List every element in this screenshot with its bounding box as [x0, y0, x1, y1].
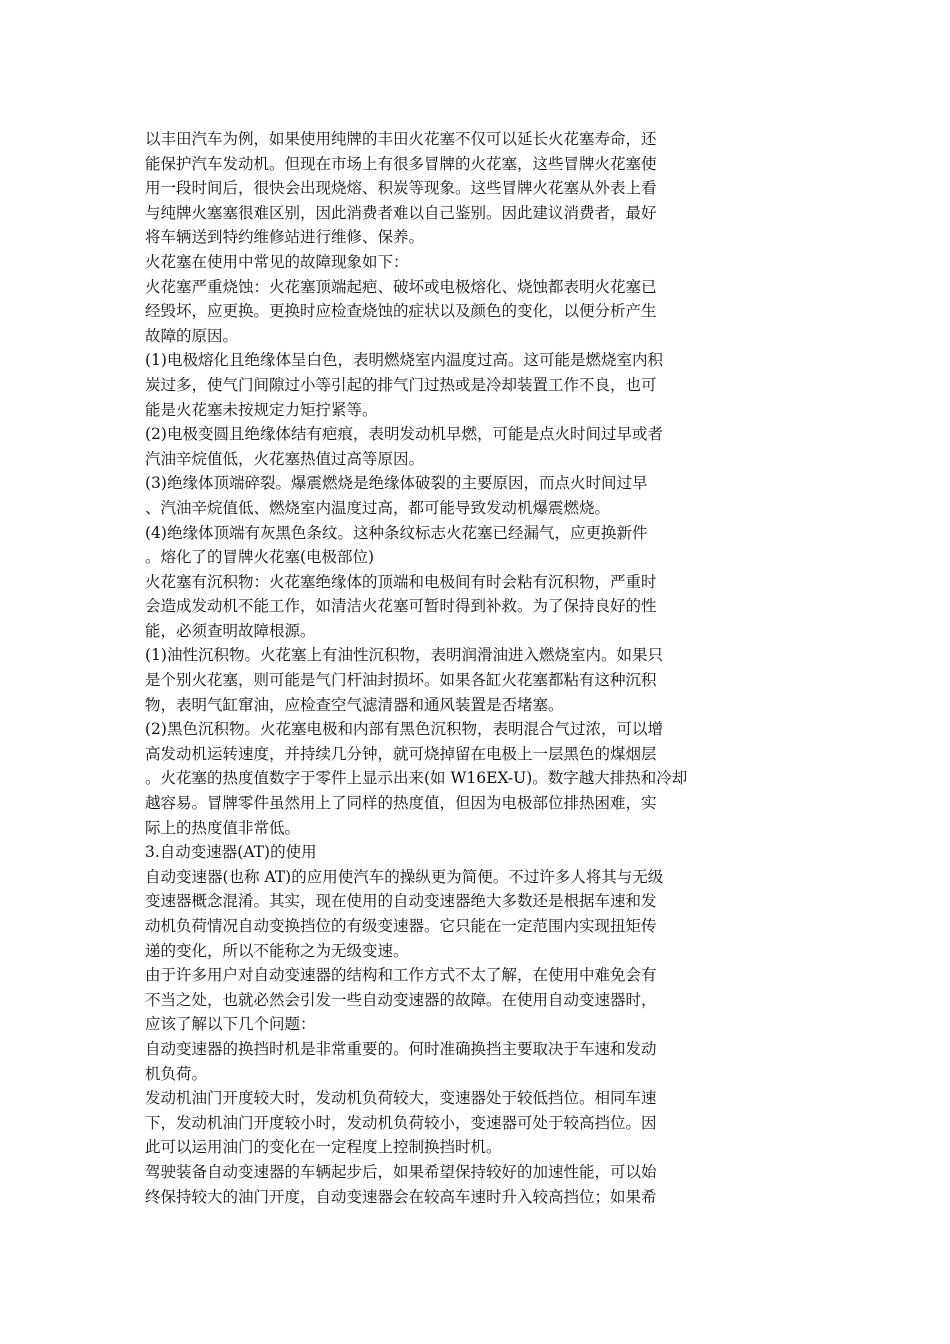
document-body — [145, 127, 725, 1209]
paragraph-at-users: 由于许多用户对自动变速器的结构和工作方式不太了解，在使用中难免会有 不当之处，也就必然会引发一些自动变速器的故障。在使用自动变速器时， 应该了解以下几个问题： — [145, 966, 657, 1034]
paragraph-severe-erosion: 火花塞严重烧蚀：火花塞顶端起疤、破坏或电极熔化、烧蚀都表明火花塞已 经毁坏，应更换。更换时应检查烧蚀的症状以及颜色的变化，以便分析产生 故障的原因。 — [145, 277, 657, 345]
paragraph-intro: 以丰田汽车为例，如果使用纯牌的丰田火花塞不仅可以延长火花塞寿命，还 能保护汽车发动机。但现在市场上有很多冒牌的火花塞，这些冒牌火花塞使 用一段时间后，很快会出现烧熔、积炭等现象。这些冒牌火花塞从外表上看 与纯牌火塞塞很难区别，因此消费者难以自己鉴别。因此建议消费者，最好 将车辆送到特约维修站进行维修、保养。 — [145, 130, 657, 247]
paragraph-at-throttle: 发动机油门开度较大时，发动机负荷较大，变速器处于较低挡位。相同车速 下，发动机油门开度较小时，发动机负荷较小，变速器可处于较高挡位。因 此可以运用油门的变化在一定程度上控制换挡时机。 — [145, 1089, 657, 1157]
paragraph-deposits: 火花塞有沉积物：火花塞绝缘体的顶端和电极间有时会粘有沉积物，严重时 会造成发动机不能工作，如清洁火花塞可暂时得到补救。为了保持良好的性 能，必须查明故障根源。 — [145, 572, 657, 640]
section-heading-automatic-transmission: 3.自动变速器(AT)的使用 — [145, 843, 317, 862]
paragraph-erosion-item-1: (1)电极熔化且绝缘体呈白色，表明燃烧室内温度过高。这可能是燃烧室内积 炭过多，使气门间隙过小等引起的排气门过热或是冷却装置工作不良，也可 能是火花塞未按规定力矩拧紧等。 — [145, 351, 663, 419]
paragraph-at-intro: 自动变速器(也称 AT)的应用使汽车的操纵更为简便。不过许多人将其与无级 变速器概念混淆。其实，现在使用的自动变速器绝大多数还是根据车速和发 动机负荷情况自动变换挡位的有级变速器。它只能在一定范围内实现扭矩传 递的变化，所以不能称之为无级变速。 — [145, 867, 664, 960]
paragraph-erosion-item-3: (3)绝缘体顶端碎裂。爆震燃烧是绝缘体破裂的主要原因，而点火时间过早 、汽油辛烷值低、燃烧室内温度过高，都可能导致发动机爆震燃烧。 — [145, 474, 648, 517]
paragraph-deposits-item-1: (1)油性沉积物。火花塞上有油性沉积物，表明润滑油进入燃烧室内。如果只 是个别火花塞，则可能是气门杆油封损坏。如果各缸火花塞都粘有这种沉积 物，表明气缸窜油，应检查空气滤清器和通风装置是否堵塞。 — [145, 646, 663, 714]
paragraph-deposits-item-2: (2)黑色沉积物。火花塞电极和内部有黑色沉积物，表明混合气过浓，可以增 高发动机运转速度，并持续几分钟，就可烧掉留在电极上一层黑色的煤烟层 。火花塞的热度值数字于零件上显示出来(如 W16EX-U)。数字越大排热和冷却 越容易。冒牌零件虽然用上了同样的热度值，但因为电极部位排热困难，实 际上的热度值非常低。 — [145, 720, 688, 837]
paragraph-erosion-item-4: (4)绝缘体顶端有灰黑色条纹。这种条纹标志火花塞已经漏气，应更换新件 。熔化了的冒牌火花塞(电极部位) — [145, 523, 648, 567]
paragraph-faults-heading: 火花塞在使用中常见的故障现象如下： — [145, 252, 409, 271]
paragraph-at-driving: 驾驶装备自动变速器的车辆起步后，如果希望保持较好的加速性能，可以始 终保持较大的油门开度，自动变速器会在较高车速时升入较高挡位；如果希 — [145, 1162, 657, 1206]
paragraph-erosion-item-2: (2)电极变圆且绝缘体结有疤痕，表明发动机早燃，可能是点火时间过早或者 汽油辛烷值低，火花塞热值过高等原因。 — [145, 425, 663, 468]
paragraph-at-shift-timing: 自动变速器的换挡时机是非常重要的。何时准确换挡主要取决于车速和发动 机负荷。 — [145, 1039, 657, 1083]
